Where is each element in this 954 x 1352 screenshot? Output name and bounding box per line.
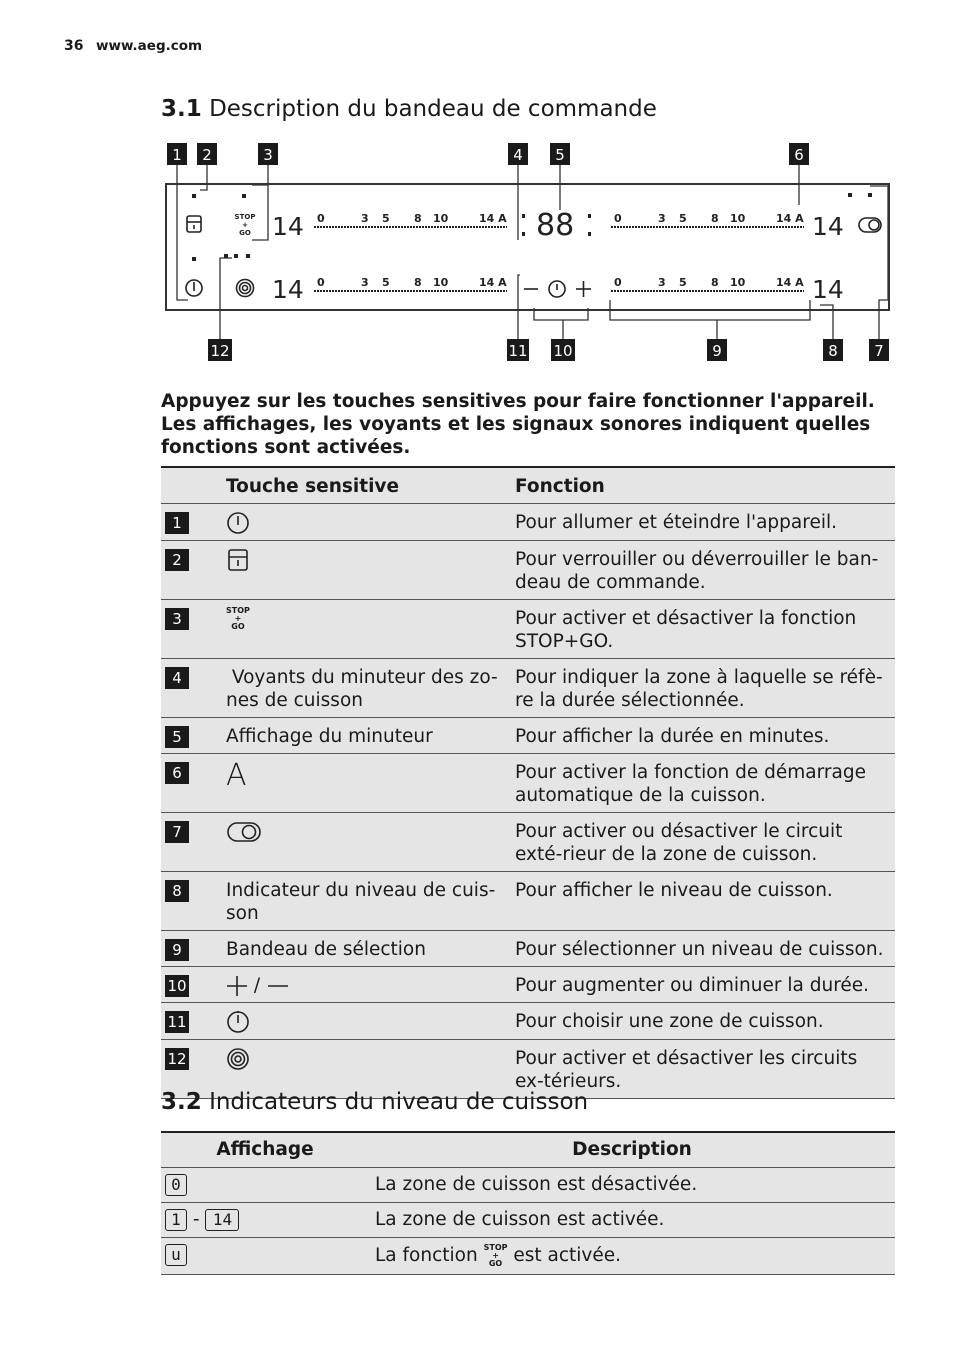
- callout-1-label: 1: [172, 146, 182, 164]
- callout-7-label: 7: [874, 342, 884, 360]
- timer-icon: [226, 1010, 250, 1034]
- callout-3-label: 3: [263, 146, 273, 164]
- plus-icon: [226, 975, 248, 997]
- row-number: 2: [165, 549, 189, 571]
- table-row: [161, 718, 895, 754]
- display-zero: 0: [165, 1174, 187, 1196]
- header-function: Fonction: [515, 467, 895, 504]
- cooking-level-table: [161, 1131, 895, 1275]
- callout-10-label: 10: [553, 342, 573, 360]
- section-2-title: Indicateurs du niveau de cuisson: [209, 1089, 589, 1115]
- row-description-before: La fonction: [375, 1245, 478, 1266]
- table-row: [161, 600, 895, 659]
- scale-label: 0: [317, 276, 325, 289]
- row-number: 9: [165, 939, 189, 961]
- row-function: Pour activer la fonction de démarrage automatique de la cuisson.: [515, 754, 895, 813]
- display-u: u: [165, 1244, 187, 1266]
- row-number: 4: [165, 667, 189, 689]
- row-function: Pour activer et désactiver les circuits ex-térieurs.: [515, 1040, 895, 1099]
- row-function: Pour sélectionner un niveau de cuisson.: [515, 931, 895, 967]
- stop-go-icon: STOP + GO: [483, 1243, 508, 1268]
- callout-2-label: 2: [202, 146, 212, 164]
- scale-label: 3: [361, 212, 369, 225]
- control-panel-diagram: [160, 140, 900, 370]
- scale-label: 8: [414, 212, 422, 225]
- section-1-number: 3.1: [161, 96, 202, 122]
- oval-zone-icon: [859, 218, 881, 232]
- level-display-bottom-right: 14: [812, 275, 844, 304]
- svg-text:GO: GO: [239, 229, 251, 237]
- minus-icon: [266, 975, 290, 997]
- scale-label: 8: [414, 276, 422, 289]
- scale-label: 0: [614, 212, 622, 225]
- section-2-heading: [161, 1089, 588, 1115]
- row-description: La zone de cuisson est désactivée.: [371, 1168, 895, 1203]
- row-number: 11: [165, 1011, 189, 1033]
- row-function: Pour afficher la durée en minutes.: [515, 718, 895, 754]
- intro-text: Appuyez sur les touches sensitives pour faire fonctionner l'appareil. Les affichages, les voyants et les signaux sonores indiquent quelles fonctions sont activées.: [161, 391, 875, 458]
- row-number: 5: [165, 726, 189, 748]
- callout-5-label: 5: [555, 146, 565, 164]
- section-2-number: 3.2: [161, 1089, 202, 1115]
- level-display-top-right: 14: [812, 212, 844, 241]
- row-number: 10: [165, 975, 189, 997]
- plus-icon: [576, 281, 591, 297]
- scale-label: 0: [317, 212, 325, 225]
- power-icon: [226, 511, 250, 535]
- scale-label: 3: [658, 212, 666, 225]
- row-function: Pour indiquer la zone à laquelle se réfè-re la durée sélectionnée.: [515, 659, 895, 718]
- oval-zone-icon: [226, 820, 262, 844]
- scale-label: 5: [382, 212, 390, 225]
- scale-label: 5: [679, 212, 687, 225]
- range-separator: -: [192, 1209, 200, 1230]
- lock-icon: [226, 548, 250, 572]
- scale-label: 14 A: [776, 212, 804, 225]
- selection-bar[interactable]: [611, 276, 804, 291]
- plus-minus-separator: /: [253, 975, 261, 996]
- scale-label: 3: [361, 276, 369, 289]
- svg-text:STOP: STOP: [234, 213, 256, 221]
- row-description: La zone de cuisson est activée.: [371, 1203, 895, 1238]
- scale-label: 8: [711, 212, 719, 225]
- table-row: [161, 1168, 895, 1203]
- selection-bar[interactable]: [314, 212, 507, 227]
- callout-6-label: 6: [794, 146, 804, 164]
- lock-icon: [187, 216, 201, 232]
- row-function: Pour activer et désactiver la fonction STOP+GO.: [515, 600, 895, 659]
- row-number: 7: [165, 821, 189, 843]
- table-row: [161, 504, 895, 541]
- header-touch-key: Touche sensitive: [226, 467, 515, 504]
- page-number: 36: [64, 38, 84, 54]
- row-label: Indicateur du niveau de cuis-son: [226, 872, 515, 931]
- table-row: [161, 1003, 895, 1040]
- table-row: [161, 872, 895, 931]
- svg-text:+: +: [242, 221, 248, 229]
- scale-label: 14 A: [776, 276, 804, 289]
- table-row: [161, 813, 895, 872]
- scale-label: 10: [433, 276, 449, 289]
- level-display-bottom-left: 14: [272, 275, 304, 304]
- table-row: [161, 541, 895, 600]
- timer-icon: [549, 281, 565, 297]
- stop-go-icon: STOP + GO: [226, 606, 250, 631]
- scale-label: 10: [433, 212, 449, 225]
- row-label: Voyants du minuteur des zo-nes de cuisson: [226, 659, 515, 718]
- scale-label: 0: [614, 276, 622, 289]
- section-1-heading: [161, 96, 657, 122]
- callout-4-label: 4: [513, 146, 523, 164]
- row-number: 3: [165, 608, 189, 630]
- table-row: [161, 1203, 895, 1238]
- display-fourteen: 14: [205, 1209, 239, 1231]
- table-row: [161, 1238, 895, 1275]
- row-description-after: est activée.: [513, 1245, 622, 1266]
- callout-8-label: 8: [828, 342, 838, 360]
- leader-lines: [177, 165, 888, 339]
- row-number: 12: [165, 1048, 189, 1070]
- table-row: [161, 754, 895, 813]
- table-row: [161, 659, 895, 718]
- stop-go-icon: [235, 213, 256, 237]
- row-function: Pour activer ou désactiver le circuit exté-rieur de la zone de cuisson.: [515, 813, 895, 872]
- scale-label: 3: [658, 276, 666, 289]
- header-description: Description: [371, 1132, 895, 1168]
- row-function: Pour afficher le niveau de cuisson.: [515, 872, 895, 931]
- touch-keys-table: [161, 466, 895, 1099]
- scale-label: 8: [711, 276, 719, 289]
- level-display-top-left: 14: [272, 212, 304, 241]
- callout-12-label: 12: [210, 342, 230, 360]
- row-number: 1: [165, 512, 189, 534]
- selection-bar[interactable]: [611, 212, 804, 227]
- row-label: Affichage du minuteur: [226, 718, 515, 754]
- callout-9-label: 9: [712, 342, 722, 360]
- row-number: 8: [165, 880, 189, 902]
- row-label: Bandeau de sélection: [226, 931, 515, 967]
- scale-label: 14 A: [479, 212, 507, 225]
- callout-11-label: 11: [508, 342, 528, 360]
- row-function: Pour augmenter ou diminuer la durée.: [515, 967, 895, 1003]
- scale-label: 10: [730, 212, 746, 225]
- table-row: [161, 967, 895, 1003]
- site-url[interactable]: www.aeg.com: [96, 38, 203, 54]
- selection-bar[interactable]: [314, 276, 507, 291]
- scale-label: 10: [730, 276, 746, 289]
- scale-label: 5: [382, 276, 390, 289]
- row-function: Pour allumer et éteindre l'appareil.: [515, 504, 895, 541]
- scale-label: 14 A: [479, 276, 507, 289]
- outer-ring-icon: [226, 1047, 250, 1071]
- header-display: Affichage: [161, 1132, 371, 1168]
- section-1-title: Description du bandeau de commande: [209, 96, 657, 122]
- row-number: 6: [165, 762, 189, 784]
- table-row: [161, 931, 895, 967]
- auto-a-icon: A: [226, 758, 247, 793]
- display-one: 1: [165, 1209, 187, 1231]
- scale-label: 5: [679, 276, 687, 289]
- row-function: Pour verrouiller ou déverrouiller le ban-deau de commande.: [515, 541, 895, 600]
- outer-ring-icon: [237, 280, 254, 297]
- row-function: Pour choisir une zone de cuisson.: [515, 1003, 895, 1040]
- timer-display: 88: [536, 208, 575, 243]
- power-icon: [186, 280, 202, 296]
